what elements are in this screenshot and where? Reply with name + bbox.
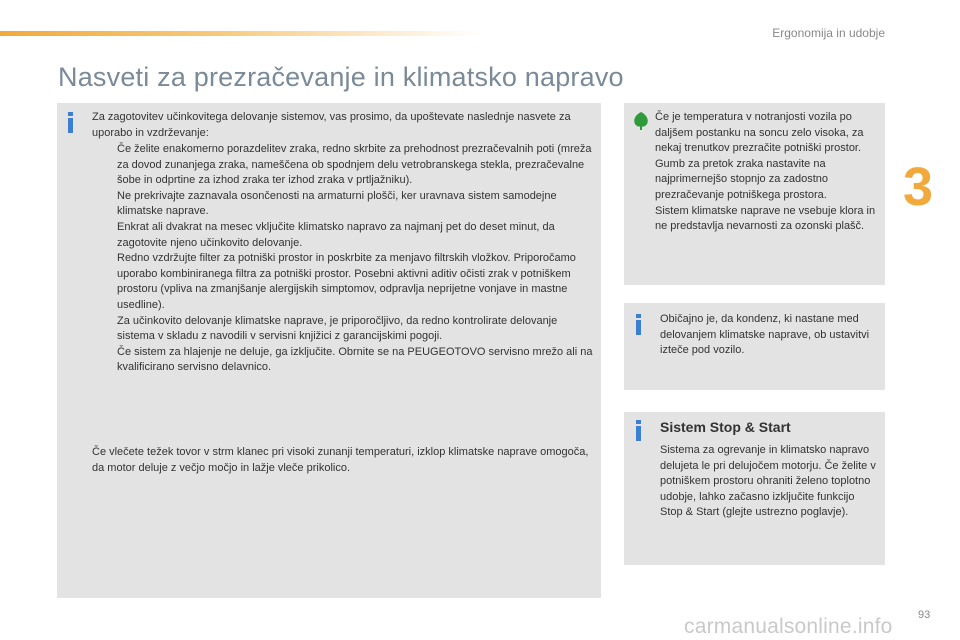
page-title: Nasveti za prezračevanje in klimatsko napravo <box>58 62 624 92</box>
stop-start-title: Sistem Stop & Start <box>660 419 791 435</box>
info-icon <box>635 420 642 441</box>
list-item: Za učinkovito delovanje klimatske naprave, je priporočljivo, da redno kontrolirate delovanje sistema v skladu z navodili v servisni knjižici z garancijskimi pogoji. <box>117 314 558 343</box>
list-item: Redno vzdržujte filter za potniški prostor in poskrbite za menjavo filtrskih vložkov. Priporočamo uporabo kombiniranega filtra za potniški prostor. Posebni aktivni aditiv očisti zrak v potniškem prostoru (vpliva na zmanjšanje alergijskih simptomov, odpravlja neprijetne vonjave in mastne usedline). <box>117 252 576 311</box>
section-title: Ergonomija in udobje <box>772 26 885 40</box>
header-accent-bar <box>0 31 480 36</box>
info-icon <box>67 112 74 133</box>
info-icon <box>635 314 642 335</box>
watermark: carmanualsonline.info <box>684 615 893 638</box>
temperature-text: Če je temperatura v notranjosti vozila po daljšem postanku na soncu zelo visoka, za nekaj trenutkov prezračite potniški prostor. Gumb za pretok zraka nastavite na najprimernejšo stopnjo za zadostno prezračevanje potniškega prostora. Sistem klimatske naprave ne vsebuje klora in ne predstavlja nevarnosti za ozonski plašč. <box>655 111 876 233</box>
list-item: Če želite enakomerno porazdelitev zraka, redno skrbite za prehodnost prezračevalnih poti (mreža za dovod zunanjega zraka, nameščena ob spodnjem delu vetrobranskega stekla, prezračevalne šobe in odprtine za izhod zraka ter izhod zraka v prtljažniku). <box>117 143 592 187</box>
list-item: Ne prekrivajte zaznavala osončenosti na armaturni plošči, ker uravnava sistem samodejne klimatske naprave. <box>117 189 557 218</box>
list-item: Enkrat ali dvakrat na mesec vključite klimatsko napravo za najmanj pet do deset minut, da zagotovite njeno učinkovito delovanje. <box>117 220 555 249</box>
main-intro-text: Za zagotovitev učinkovitega delovanje sistemov, vas prosimo, da upoštevate naslednje nasvete za uporabo in vzdrževanje: <box>92 111 571 139</box>
stop-start-text: Sistema za ogrevanje in klimatsko napravo delujeta le pri delujočem motorju. Če želite v potniškem prostoru ohraniti želeno toplotno udobje, lahko začasno izključite funkcijo Stop & Start (glejte ustrezno poglavje). <box>660 444 876 519</box>
chapter-number: 3 <box>903 157 934 217</box>
condensation-text: Običajno je, da kondenz, ki nastane med delovanjem klimatske naprave, ob ustavitvi izteče pod vozilo. <box>660 313 870 357</box>
list-item: Če sistem za hlajenje ne deluje, ga izključite. Obrnite se na PEUGEOTOVO servisno mrežo ali na kvalificirano servisno delavnico. <box>117 345 593 374</box>
tips-list <box>92 142 597 376</box>
eco-leaf-icon <box>631 111 651 131</box>
towing-note: Če vlečete težek tovor v strm klanec pri visoki zunanji temperaturi, izklop klimatske naprave omogoča, da motor deluje z večjo močjo in lažje vleče prikolico. <box>92 446 589 474</box>
page-number: 93 <box>918 609 931 621</box>
